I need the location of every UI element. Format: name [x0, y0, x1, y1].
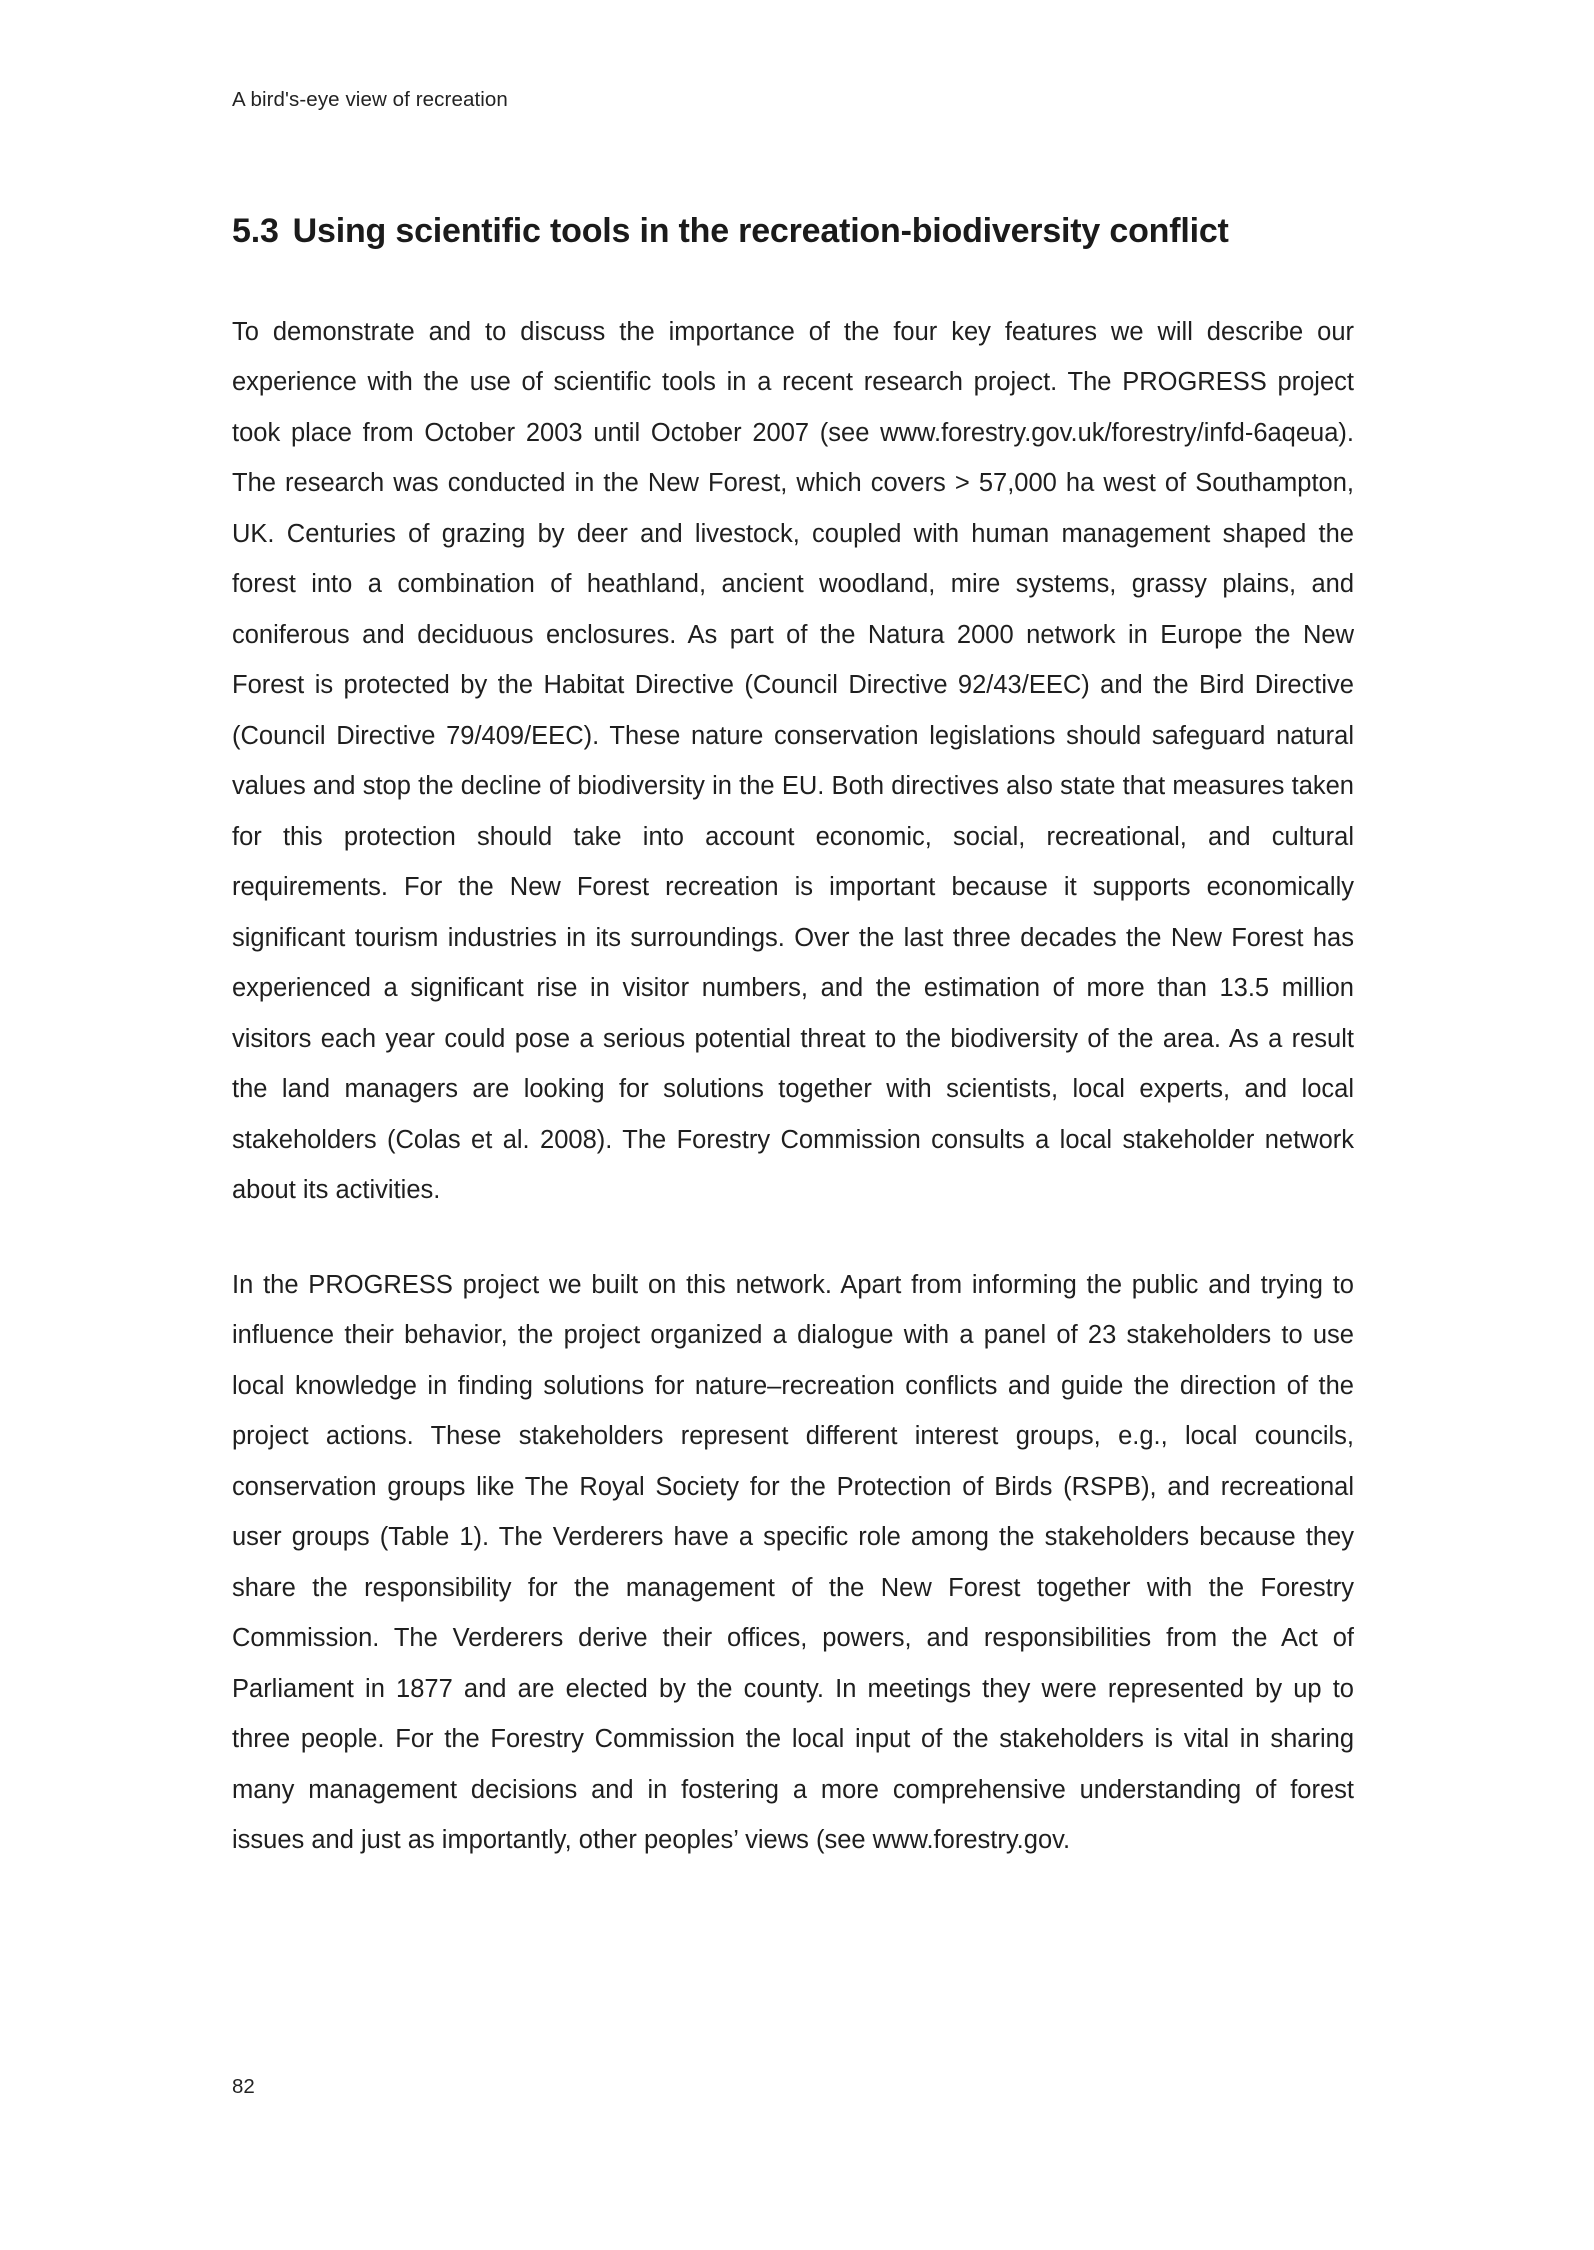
body-paragraph: To demonstrate and to discuss the importance of the four key features we will describe our experience with the use of scientific tools in a recent research project. The PROGRESS project took place from October 2003 until October 2007 (see www.forestry.gov.uk/forestry/infd-6aqeua). The research was conducted in the New Forest, which covers > 57,000 ha west of Southampton, UK. Centuries of grazing by deer and livestock, coupled with human management shaped the forest into a combination of heathland, ancient woodland, mire systems, grassy plains, and coniferous and deciduous enclosures. As part of the Natura 2000 network in Europe the New Forest is protected by the Habitat Directive (Council Directive 92/43/EEC) and the Bird Directive (Council Directive 79/409/EEC). These nature conservation legislations should safeguard natural values and stop the decline of biodiversity in the EU. Both directives also state that measures taken for this protection should take into account economic, social, recreational, and cultural requirements. For the New Forest recreation is important because it supports economically significant tourism industries in its surroundings. Over the last three decades the New Forest has experienced a significant rise in visitor numbers, and the estimation of more than 13.5 million visitors each year could pose a serious potential threat to the biodiversity of the area. As a result the land managers are looking for solutions together with scientists, local experts, and local stakeholders (Colas et al. 2008). The Forestry Commission consults a local stakeholder network about its activities.: [232, 317, 1354, 1204]
section-number: 5.3: [232, 212, 279, 250]
body-paragraph: In the PROGRESS project we built on this network. Apart from informing the public and trying to influence their behavior, the project organized a dialogue with a panel of 23 stakeholders to use local knowledge in finding solutions for nature–recreation conflicts and guide the direction of the project actions. These stakeholders represent different interest groups, e.g., local councils, conservation groups like The Royal Society for the Protection of Birds (RSPB), and recreational user groups (Table 1). The Verderers have a specific role among the stakeholders because they share the responsibility for the management of the New Forest together with the Forestry Commission. The Verderers derive their offices, powers, and responsibilities from the Act of Parliament in 1877 and are elected by the county. In meetings they were represented by up to three people. For the Forestry Commission the local input of the stakeholders is vital in sharing many management decisions and in fostering a more comprehensive understanding of forest issues and just as importantly, other peoples’ views (see www.forestry.gov.: [232, 1270, 1354, 1854]
running-head: A bird's-eye view of recreation: [232, 88, 508, 111]
page-title: [232, 210, 1354, 253]
page-number: 82: [232, 2075, 255, 2098]
page-content: [232, 210, 1354, 1866]
section-title-text: Using scientific tools in the recreation-biodiversity conflict: [292, 212, 1229, 250]
